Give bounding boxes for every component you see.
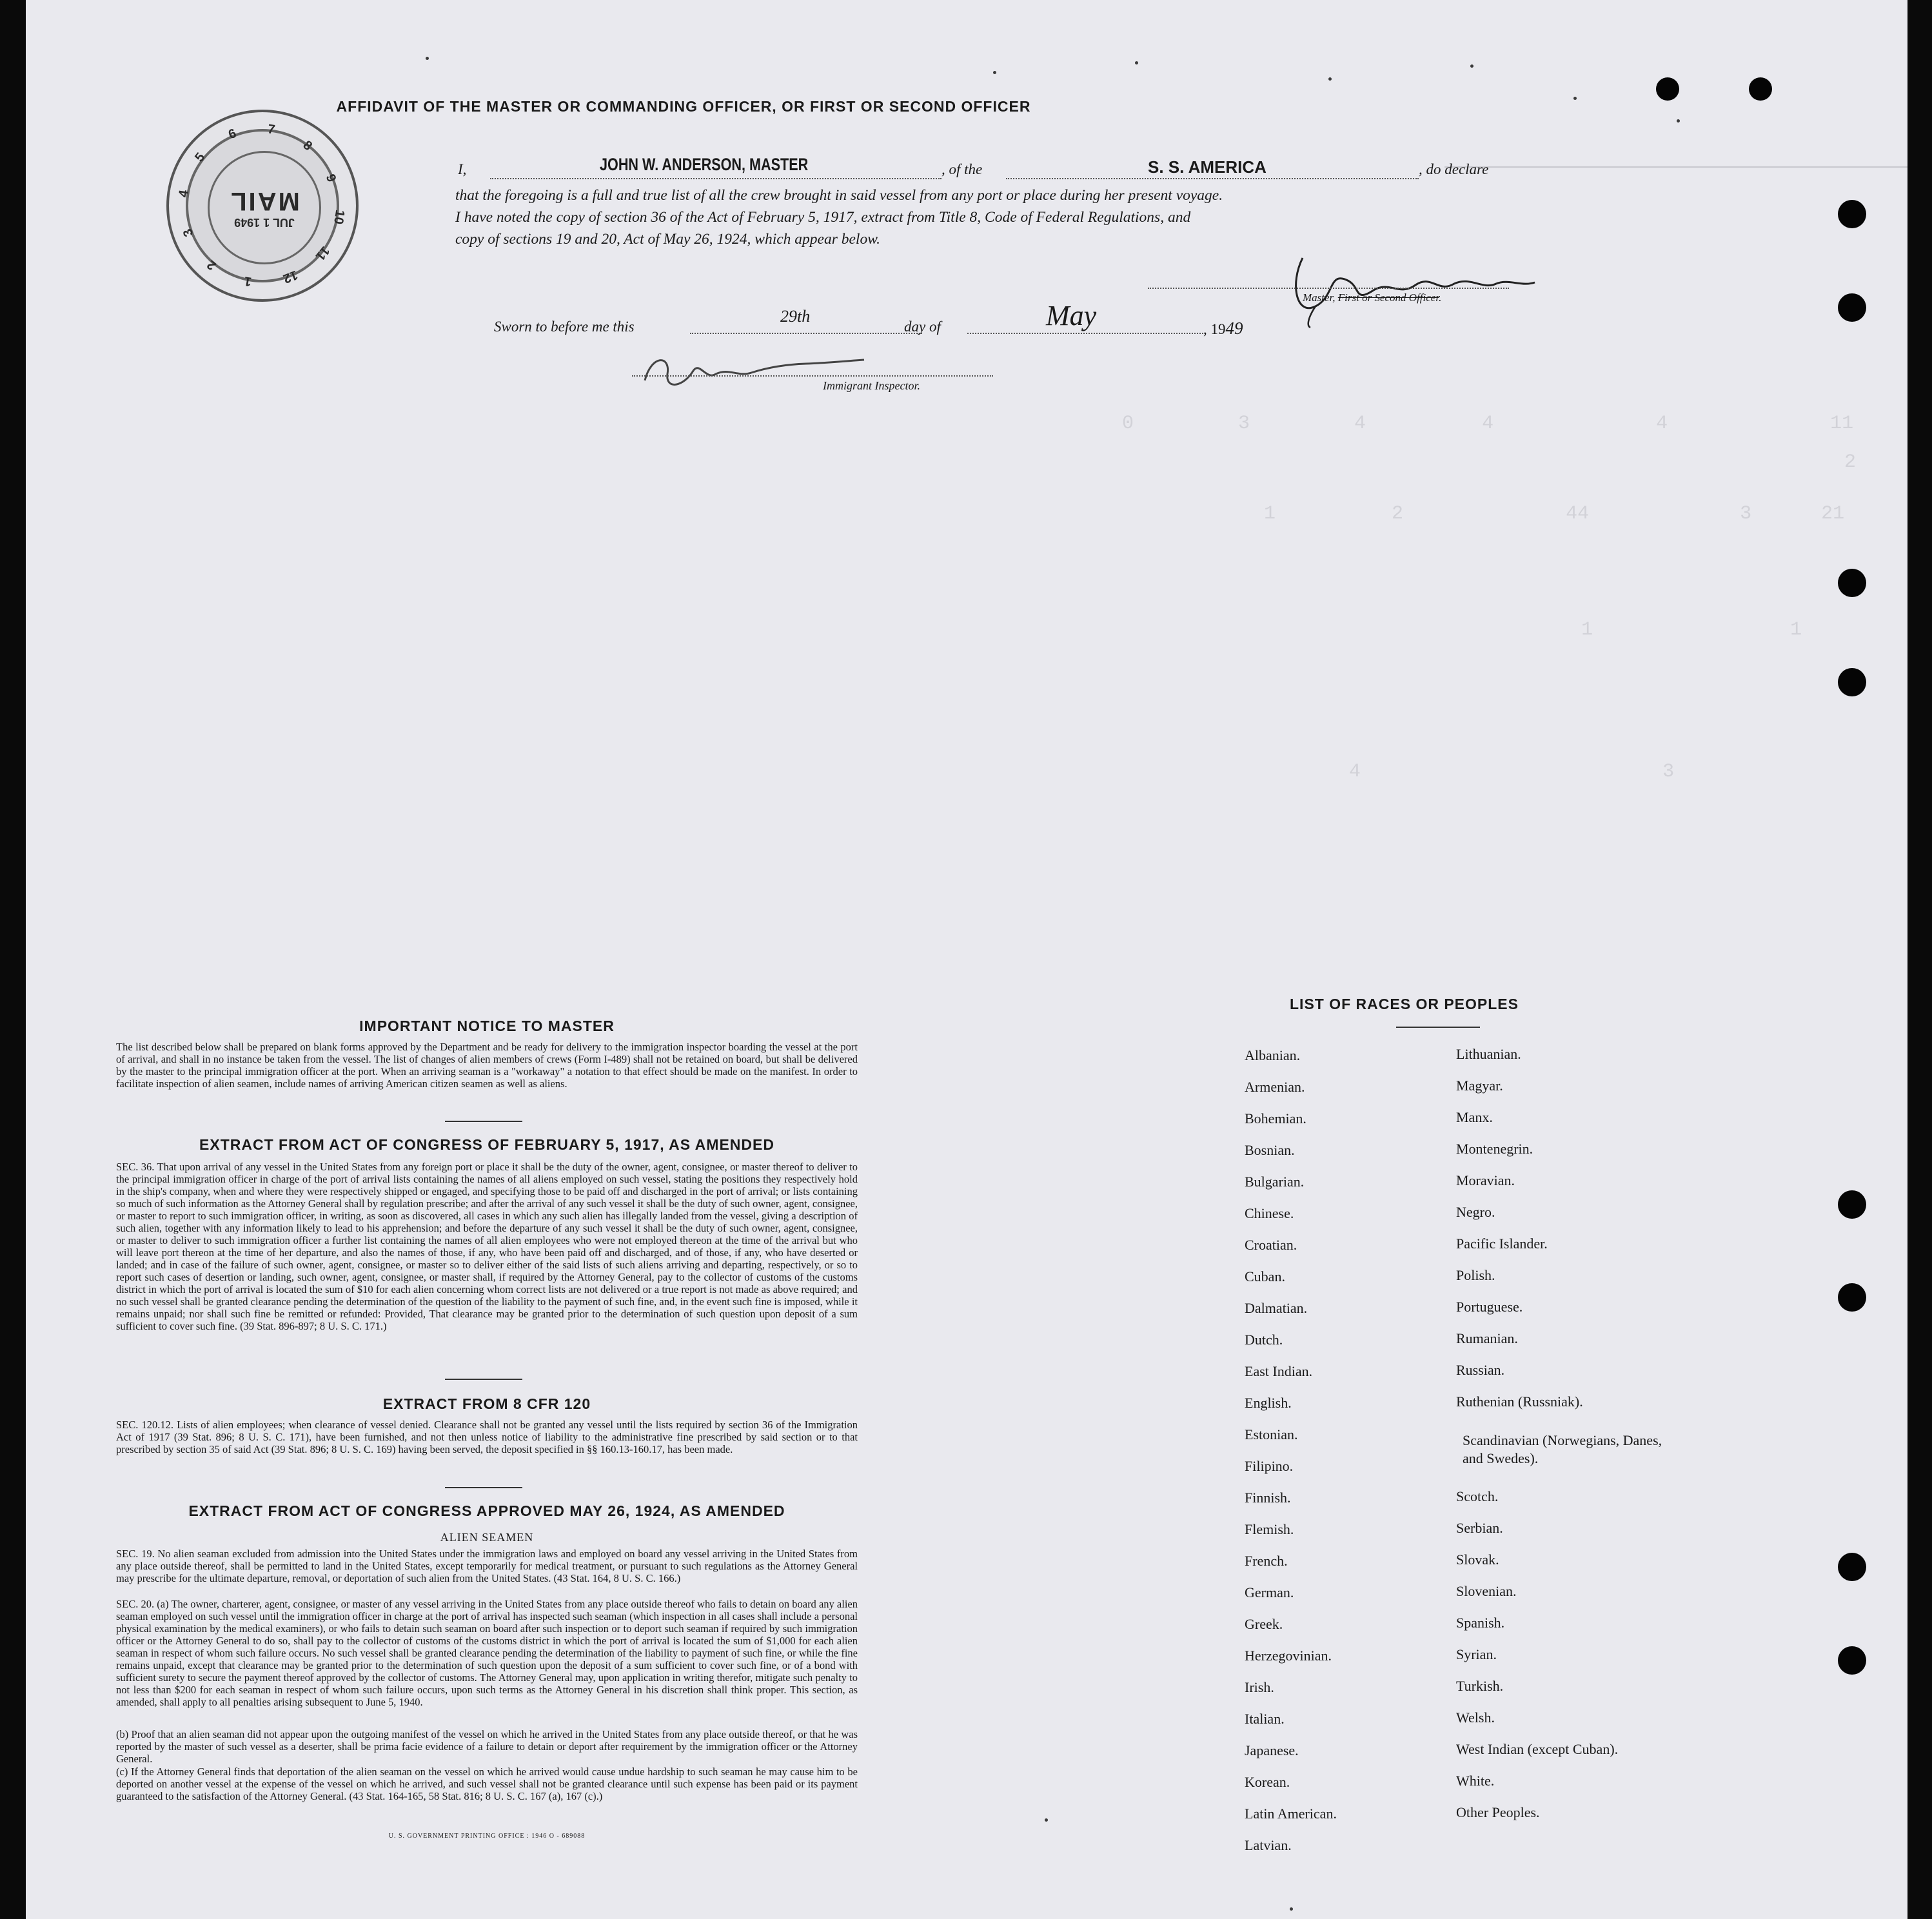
race-item: Serbian. — [1456, 1520, 1503, 1536]
race-item: Bulgarian. — [1245, 1174, 1305, 1190]
race-item: Montenegrin. — [1456, 1141, 1533, 1157]
punch-hole — [1838, 1553, 1866, 1581]
bleed-through-text: 0 3 4 4 4 11 — [1122, 413, 1854, 435]
race-item: Latvian. — [1245, 1837, 1292, 1853]
sworn-label: Sworn to before me this — [494, 319, 635, 335]
stamp-ring-number: 2 — [204, 257, 219, 273]
name-fill-line — [490, 178, 941, 179]
fold-line — [1444, 166, 1907, 168]
affidavit-heading: AFFIDAVIT OF THE MASTER OR COMMANDING OFFICER, OR FIRST OR SECOND OFFICER — [336, 98, 1031, 115]
race-item: Rumanian. — [1456, 1330, 1518, 1346]
stamp-ring-number: 11 — [312, 243, 332, 264]
race-item: Spanish. — [1456, 1615, 1505, 1631]
race-item: Albanian. — [1245, 1047, 1301, 1063]
stamp-ring-number: 9 — [322, 172, 339, 184]
postal-stamp — [166, 110, 359, 302]
race-item: Latin American. — [1245, 1806, 1337, 1822]
race-item: Irish. — [1245, 1679, 1274, 1695]
stamp-ring-number: 7 — [266, 122, 277, 138]
race-item: Bohemian. — [1245, 1110, 1306, 1127]
race-item: Turkish. — [1456, 1678, 1504, 1694]
race-item: Scandinavian (Norwegians, Danes, and Swedes). — [1463, 1432, 1662, 1466]
divider — [445, 1379, 522, 1380]
race-item: White. — [1456, 1773, 1495, 1789]
stamp-ring-number: 5 — [192, 150, 208, 165]
caption-struck: First or Second Officer — [1337, 291, 1439, 304]
race-item: Ruthenian (Russniak). — [1456, 1393, 1583, 1410]
speck — [1290, 1907, 1293, 1911]
race-item: Cuban. — [1245, 1268, 1285, 1284]
speck — [1135, 61, 1138, 64]
bleed-through-text: 2 — [1844, 451, 1857, 473]
punch-hole — [1838, 1190, 1866, 1219]
year-field — [1203, 319, 1243, 339]
affidavit-i-label: I, — [458, 161, 467, 177]
speck — [426, 57, 429, 60]
stamp-date: JUL 1 1949 — [234, 216, 295, 229]
stamp-ring-number: 12 — [281, 267, 300, 286]
punch-hole — [1838, 1283, 1866, 1312]
year-suffix: 49 — [1225, 319, 1243, 338]
race-item: Slovak. — [1456, 1551, 1499, 1568]
vessel-fill-line — [1006, 178, 1419, 179]
race-item: Scotch. — [1456, 1488, 1499, 1504]
divider — [445, 1487, 522, 1488]
stamp-word: MAIL — [229, 187, 300, 215]
race-item: Flemish. — [1245, 1521, 1294, 1537]
race-item: English. — [1245, 1395, 1292, 1411]
sworn-day: 29th — [780, 307, 811, 326]
extract-1924-subtitle: ALIEN SEAMEN — [440, 1531, 534, 1544]
punch-hole — [1838, 200, 1866, 228]
races-right-column — [1456, 1046, 1779, 1836]
master-name: JOHN W. ANDERSON, MASTER — [600, 155, 809, 174]
race-item: Finnish. — [1245, 1490, 1291, 1506]
master-signature — [1277, 245, 1548, 329]
vessel-name: S. S. AMERICA — [1148, 157, 1267, 177]
stamp-ring-number: 4 — [176, 188, 192, 199]
signature-fill-line — [1148, 288, 1509, 289]
divider — [1396, 1027, 1480, 1028]
stamp-center — [208, 151, 321, 264]
month-fill-line — [967, 333, 1206, 334]
punch-hole — [1838, 293, 1866, 322]
speck — [993, 71, 996, 74]
race-item: Magyar. — [1456, 1078, 1503, 1094]
notice-title: IMPORTANT NOTICE TO MASTER — [359, 1018, 615, 1034]
affidavit-line-2: that the foregoing is a full and true list of all the crew brought in said vessel from any port or place during her present voyage. — [455, 187, 1223, 204]
extract-1924-sec20a: SEC. 20. (a) The owner, charterer, agent, consignee, or master of any vessel arriving in the United States from any place outside thereof who fails to detain on board any alien seaman employed on such vessel until the immigration officer in charge at the port of arrival has inspected such seaman (which inspection in all cases shall include a personal physical examination by the medical examiners), or who fails to detain such seaman on board after such inspection or to deport such seaman if required by such immigration officer or the Attorney General to do so, shall pay to the collector of customs of the customs district in which the port of arrival is located the sum of $1,000 for each alien seaman in respect of whom such failure occurs. No such vessel shall be granted clearance pending the determination of the liability to payment of such fine, or while the fine remains unpaid, except that clearance may be granted prior to the determination of such question upon the deposit of a sum sufficient to cover such fine, or of a bond with sufficient surety to secure the payment thereof approved by the collector of customs. The Attorney General may, upon application in writing therefor, mitigate such penalty to not less than $200 for each seaman in respect of whom such failure occurs, upon such terms as the Attorney General in his discretion shall think proper. This section, as amended, shall apply to all penalties arising subsequent to June 5, 1940. — [116, 1598, 858, 1708]
race-item: Estonian. — [1245, 1426, 1298, 1442]
race-item: Manx. — [1456, 1109, 1493, 1125]
race-item: German. — [1245, 1584, 1294, 1600]
speck — [1677, 119, 1680, 123]
race-item: Korean. — [1245, 1774, 1290, 1790]
race-item: Lithuanian. — [1456, 1046, 1521, 1062]
extract-1924-title: EXTRACT FROM ACT OF CONGRESS APPROVED MAY 26, 1924, AS AMENDED — [188, 1502, 785, 1519]
extract-1924-sec20c: (c) If the Attorney General finds that deportation of the alien seaman on the vessel on which he arrived would cause undue hardship to such seaman he may cause him to be deported on another vessel at the expense of the vessel on which he arrived, and such vessel shall not be granted clearance until such expense has been paid or its payment guaranteed to the satisfaction of the Attorney General. (43 Stat. 164-165, 58 Stat. 816; 8 U. S. C. 167 (a), 167 (c).) — [116, 1766, 858, 1802]
printer-imprint: U. S. GOVERNMENT PRINTING OFFICE : 1946 O - 689088 — [388, 1833, 586, 1840]
race-item: Welsh. — [1456, 1709, 1495, 1726]
race-item: Dutch. — [1245, 1332, 1283, 1348]
stamp-ring-number: 6 — [226, 126, 239, 143]
race-item: Herzegovinian. — [1245, 1648, 1332, 1664]
stamp-ring-number: 10 — [330, 209, 347, 226]
sworn-month: May — [1046, 300, 1097, 331]
punch-hole — [1749, 77, 1772, 101]
race-item: Chinese. — [1245, 1205, 1294, 1221]
race-item: Pacific Islander. — [1456, 1235, 1548, 1252]
race-item: Other Peoples. — [1456, 1804, 1540, 1820]
race-item: Japanese. — [1245, 1742, 1299, 1758]
extract-1924-sec20b: (b) Proof that an alien seaman did not appear upon the outgoing manifest of the vessel on which he arrived in the United States from any place outside thereof, or that he was reported by the master of such vessel as a deserter, shall be prima facie evidence of a failure to detain or deport after requirement by the immigration officer or the Attorney General. — [116, 1728, 858, 1765]
notice-body: The list described below shall be prepared on blank forms approved by the Department and be ready for delivery to the immigration inspector boarding the vessel at the port of arrival, and shall in no instance be taken from the vessel. The list of changes of alien members of crews (Form I-489) shall not be retained on board, but shall be delivered by the master to the principal immigration officer at the port. When an arriving seaman is a "workaway" a notation to that effect should be made on the manifest. In order to facilitate inspection of alien seamen, include names of arriving American citizen seamen as well as aliens. — [116, 1041, 858, 1090]
inspector-caption: Immigrant Inspector. — [823, 379, 920, 392]
extract-1917-body: SEC. 36. That upon arrival of any vessel in the United States from any foreign port or place it shall be the duty of the owner, agent, consignee, or master thereof to deliver to the principal immigration officer in charge of the port of arrival lists containing the names of all aliens employed on such vessel, stating the positions they respectively hold in the ship's company, when and where they were respectively shipped or engaged, and specifying those to be paid off and discharged in the port of arrival; or lists containing so much of such information as the Attorney General shall by regulation prescribe; and after the arrival of any such vessel it shall be the duty of such owner, agent, consignee, or master to report to such immigration officer, in writing, as soon as discovered, all cases in which any such alien has illegally landed from the vessel, giving a description of such alien, together with any information likely to lead to his apprehension; and before the departure of any such vessel it shall be the duty of such owner, agent, consignee, or master to deliver to such immigration officer a further list containing the names of all alien employees who were not employed thereon at the time of the arrival but who will leave port thereon at the time of her departure, and also the names of those, if any, who have been paid off and discharged, and of those, if any, who have deserted or landed; and in case of the failure of such owner, agent, consignee, or master so to deliver either of the said lists of such aliens arriving and departing, respectively, or so to report such cases of desertion or landing, such owner, agent, consignee, or master shall, if required by the Attorney General, pay to the collector of customs of the customs district in which the port of arrival is located the sum of $10 for each alien concerning whom correct lists are not delivered or a true report is not made as above required; and no such vessel shall be granted clearance pending the determination of the question of the liability to the payment of such fine, and, in the event such fine is imposed, while it remains unpaid; nor shall such fine be remitted or refunded: Provided, That clearance may be granted prior to the determination of such question upon deposit of a sum sufficient to cover such fine. (39 Stat. 896-897; 8 U. S. C. 171.) — [116, 1161, 858, 1332]
bleed-through-text: 4 3 — [1187, 761, 1675, 783]
race-item: Russian. — [1456, 1362, 1505, 1378]
stamp-ring-number: 8 — [300, 138, 315, 154]
stamp-ring-number: 3 — [180, 226, 197, 239]
affidavit-line-4: copy of sections 19 and 20, Act of May 26, 1924, which appear below. — [455, 231, 880, 248]
stamp-ring-number: 1 — [242, 273, 253, 289]
races-title: LIST OF RACES OR PEOPLES — [1290, 996, 1519, 1012]
extract-1924-sec19: SEC. 19. No alien seaman excluded from admission into the United States under the immigration laws and employed on board any vessel arriving in the United States from any place outside thereof, shall be permitted to land in the United States, except temporarily for medical treatment, or pursuant to such regulations as the Attorney General may prescribe for the ultimate departure, removal, or deportation of such alien from the United States. (43 Stat. 164, 8 U. S. C. 166.) — [116, 1548, 858, 1584]
race-item: Negro. — [1456, 1204, 1495, 1220]
race-item: Dalmatian. — [1245, 1300, 1308, 1316]
race-item: Greek. — [1245, 1616, 1283, 1632]
caption-end: . — [1439, 291, 1442, 304]
race-item: Moravian. — [1456, 1172, 1515, 1188]
bleed-through-text: 1 2 44 3 21 — [1148, 503, 1845, 525]
race-item: French. — [1245, 1553, 1288, 1569]
race-item: Italian. — [1245, 1711, 1285, 1727]
document-page — [26, 0, 1907, 1919]
bleed-through-text: 1 1 — [1187, 619, 1802, 641]
race-item: Croatian. — [1245, 1237, 1297, 1253]
extract-cfr-title: EXTRACT FROM 8 CFR 120 — [382, 1395, 591, 1412]
do-declare-label: , do declare — [1419, 161, 1489, 177]
race-item: Filipino. — [1245, 1458, 1294, 1474]
race-item: Polish. — [1456, 1267, 1495, 1283]
race-item: Slovenian. — [1456, 1583, 1517, 1599]
extract-cfr-body: SEC. 120.12. Lists of alien employees; when clearance of vessel denied. Clearance shall not be granted any vessel until the lists required by section 36 of the Immigration Act of 1917 (39 Stat. 896; 8 U. S. C. 171), have been furnished, and not then unless notice of liability to the administrative fine prescribed by said section or to that prescribed by section 35 of said Act (39 Stat. 896; 8 U. S. C. 169) having been served, the deposit specified in §§ 160.13-160.17, has been made. — [116, 1419, 858, 1455]
year-prefix: , 19 — [1203, 321, 1226, 337]
day-of-label: day of — [904, 319, 941, 335]
signature-caption — [1303, 291, 1441, 304]
race-item: Syrian. — [1456, 1646, 1497, 1662]
races-left-column — [1245, 1047, 1451, 1869]
race-item: Bosnian. — [1245, 1142, 1295, 1158]
speck — [1573, 97, 1577, 100]
punch-hole — [1838, 569, 1866, 597]
race-item: East Indian. — [1245, 1363, 1313, 1379]
divider — [445, 1121, 522, 1122]
punch-hole — [1656, 77, 1679, 101]
punch-hole — [1838, 668, 1866, 696]
speck — [1045, 1818, 1048, 1822]
speck — [1328, 77, 1332, 81]
day-fill-line — [690, 333, 922, 334]
affidavit-line-3: I have noted the copy of section 36 of the Act of February 5, 1917, extract from Title 8, Code of Federal Regulations, and — [455, 209, 1191, 226]
race-item: Armenian. — [1245, 1079, 1305, 1095]
inspector-fill-line — [632, 375, 993, 377]
caption-master: Master, — [1303, 291, 1336, 304]
punch-hole — [1838, 1646, 1866, 1675]
race-item: West Indian (except Cuban). — [1456, 1741, 1619, 1757]
of-the-label: , of the — [941, 161, 983, 177]
speck — [1470, 64, 1474, 68]
race-item: Portuguese. — [1456, 1299, 1523, 1315]
extract-1917-title: EXTRACT FROM ACT OF CONGRESS OF FEBRUARY 5, 1917, AS AMENDED — [199, 1136, 774, 1153]
